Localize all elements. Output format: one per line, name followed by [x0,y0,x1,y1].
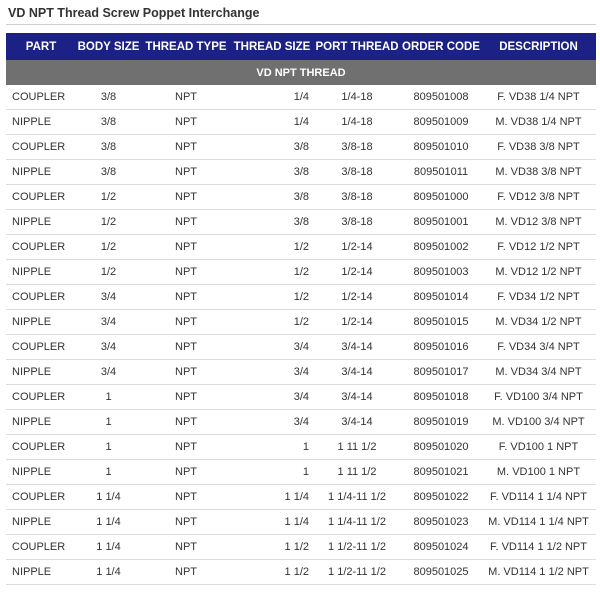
header-port-thread: PORT THREAD [313,33,401,60]
port-thread-cell: 3/8-18 [313,135,401,160]
port-thread-cell: 1 11 1/2 [313,460,401,485]
body-size-cell: 1 [76,410,141,435]
thread-size-cell: 3/8 [231,210,313,235]
order-code-cell: 809501002 [401,235,481,260]
thread-type-cell: NPT [141,535,231,560]
table-row [6,110,596,135]
part-cell: NIPPLE [6,210,76,235]
part-cell: COUPLER [6,435,76,460]
thread-size-cell: 1 1/2 [231,535,313,560]
body-size-cell: 1/2 [76,235,141,260]
port-thread-cell: 3/4-14 [313,385,401,410]
order-code-cell: 809501001 [401,210,481,235]
order-code-cell: 809501018 [401,385,481,410]
order-code-cell: 809501024 [401,535,481,560]
order-code-cell: 809501019 [401,410,481,435]
part-cell: COUPLER [6,385,76,410]
thread-type-cell: NPT [141,560,231,585]
thread-size-cell: 3/8 [231,185,313,210]
thread-type-cell: NPT [141,485,231,510]
table-row [6,435,596,460]
body-size-cell: 1 [76,435,141,460]
thread-type-cell: NPT [141,510,231,535]
thread-size-cell: 1 [231,460,313,485]
body-size-cell: 3/4 [76,360,141,385]
body-size-cell: 3/8 [76,160,141,185]
body-size-cell: 1/2 [76,260,141,285]
table-row [6,235,596,260]
header-thread-type: THREAD TYPE [141,33,231,60]
table-row [6,160,596,185]
part-cell: COUPLER [6,485,76,510]
body-size-cell: 1 1/4 [76,535,141,560]
part-cell: COUPLER [6,535,76,560]
table-row [6,135,596,160]
port-thread-cell: 1 1/2-11 1/2 [313,535,401,560]
order-code-cell: 809501025 [401,560,481,585]
description-cell: F. VD114 1 1/2 NPT [481,535,596,560]
part-cell: COUPLER [6,285,76,310]
thread-size-cell: 1 1/4 [231,485,313,510]
table-row [6,485,596,510]
header-description: DESCRIPTION [481,33,596,60]
thread-type-cell: NPT [141,460,231,485]
thread-size-cell: 3/4 [231,360,313,385]
table-row [6,260,596,285]
thread-type-cell: NPT [141,160,231,185]
order-code-cell: 809501020 [401,435,481,460]
description-cell: M. VD38 3/8 NPT [481,160,596,185]
port-thread-cell: 1 1/4-11 1/2 [313,485,401,510]
body-size-cell: 3/8 [76,110,141,135]
thread-size-cell: 1/2 [231,260,313,285]
table-row [6,185,596,210]
port-thread-cell: 1 1/2-11 1/2 [313,560,401,585]
order-code-cell: 809501022 [401,485,481,510]
port-thread-cell: 1/2-14 [313,260,401,285]
table-row [6,310,596,335]
order-code-cell: 809501003 [401,260,481,285]
body-size-cell: 1/2 [76,185,141,210]
port-thread-cell: 1/2-14 [313,310,401,335]
description-cell: M. VD34 1/2 NPT [481,310,596,335]
body-size-cell: 1 [76,385,141,410]
description-cell: M. VD38 1/4 NPT [481,110,596,135]
port-thread-cell: 3/8-18 [313,185,401,210]
thread-type-cell: NPT [141,285,231,310]
thread-type-cell: NPT [141,385,231,410]
thread-size-cell: 1 [231,435,313,460]
body-size-cell: 1 [76,460,141,485]
thread-type-cell: NPT [141,360,231,385]
body-size-cell: 1 1/4 [76,560,141,585]
thread-type-cell: NPT [141,335,231,360]
thread-type-cell: NPT [141,185,231,210]
table-row [6,335,596,360]
thread-type-cell: NPT [141,260,231,285]
port-thread-cell: 1 11 1/2 [313,435,401,460]
table-row [6,360,596,385]
description-cell: F. VD38 3/8 NPT [481,135,596,160]
part-cell: NIPPLE [6,110,76,135]
body-size-cell: 3/8 [76,135,141,160]
order-code-cell: 809501009 [401,110,481,135]
body-size-cell: 1 1/4 [76,485,141,510]
part-cell: NIPPLE [6,560,76,585]
port-thread-cell: 3/4-14 [313,410,401,435]
port-thread-cell: 3/4-14 [313,360,401,385]
table-row [6,285,596,310]
port-thread-cell: 3/4-14 [313,335,401,360]
description-cell: F. VD38 1/4 NPT [481,85,596,110]
order-code-cell: 809501021 [401,460,481,485]
description-cell: M. VD100 3/4 NPT [481,410,596,435]
order-code-cell: 809501000 [401,185,481,210]
thread-size-cell: 3/4 [231,385,313,410]
table-row [6,535,596,560]
header-thread-size: THREAD SIZE [231,33,313,60]
thread-size-cell: 1 1/2 [231,560,313,585]
description-cell: F. VD34 3/4 NPT [481,335,596,360]
header-order-code: ORDER CODE [401,33,481,60]
description-cell: F. VD12 3/8 NPT [481,185,596,210]
description-cell: F. VD34 1/2 NPT [481,285,596,310]
description-cell: M. VD114 1 1/2 NPT [481,560,596,585]
table-row [6,410,596,435]
thread-size-cell: 1 1/4 [231,510,313,535]
part-cell: NIPPLE [6,460,76,485]
thread-size-cell: 1/4 [231,85,313,110]
description-cell: F. VD114 1 1/4 NPT [481,485,596,510]
description-cell: F. VD12 1/2 NPT [481,235,596,260]
header-row [6,33,596,60]
port-thread-cell: 3/8-18 [313,160,401,185]
order-code-cell: 809501023 [401,510,481,535]
thread-type-cell: NPT [141,210,231,235]
body-size-cell: 3/4 [76,310,141,335]
table-row [6,560,596,585]
description-cell: M. VD12 3/8 NPT [481,210,596,235]
thread-size-cell: 3/8 [231,135,313,160]
port-thread-cell: 1 1/4-11 1/2 [313,510,401,535]
thread-size-cell: 1/4 [231,110,313,135]
description-cell: M. VD12 1/2 NPT [481,260,596,285]
order-code-cell: 809501011 [401,160,481,185]
part-cell: COUPLER [6,85,76,110]
description-cell: M. VD34 3/4 NPT [481,360,596,385]
page-title: VD NPT Thread Screw Poppet Interchange [8,6,260,20]
thread-size-cell: 3/8 [231,160,313,185]
body-size-cell: 1 1/4 [76,510,141,535]
description-cell: M. VD100 1 NPT [481,460,596,485]
thread-type-cell: NPT [141,435,231,460]
part-cell: NIPPLE [6,260,76,285]
thread-type-cell: NPT [141,135,231,160]
order-code-cell: 809501016 [401,335,481,360]
thread-type-cell: NPT [141,110,231,135]
table-row [6,85,596,110]
section-row [6,60,596,85]
thread-size-cell: 1/2 [231,310,313,335]
order-code-cell: 809501015 [401,310,481,335]
part-cell: NIPPLE [6,310,76,335]
table-row [6,510,596,535]
order-code-cell: 809501017 [401,360,481,385]
title-divider [6,24,596,25]
body-size-cell: 3/4 [76,335,141,360]
part-cell: COUPLER [6,335,76,360]
body-size-cell: 3/8 [76,85,141,110]
thread-type-cell: NPT [141,235,231,260]
part-cell: COUPLER [6,135,76,160]
order-code-cell: 809501008 [401,85,481,110]
section-label: VD NPT THREAD [6,60,596,85]
part-cell: NIPPLE [6,360,76,385]
part-cell: NIPPLE [6,160,76,185]
part-cell: NIPPLE [6,410,76,435]
header-part: PART [6,33,76,60]
port-thread-cell: 1/2-14 [313,285,401,310]
header-body-size: BODY SIZE [76,33,141,60]
port-thread-cell: 1/4-18 [313,110,401,135]
table-row [6,210,596,235]
port-thread-cell: 3/8-18 [313,210,401,235]
table-row [6,385,596,410]
part-cell: NIPPLE [6,510,76,535]
interchange-table [6,33,596,585]
thread-type-cell: NPT [141,85,231,110]
order-code-cell: 809501010 [401,135,481,160]
thread-size-cell: 1/2 [231,285,313,310]
part-cell: COUPLER [6,235,76,260]
order-code-cell: 809501014 [401,285,481,310]
description-cell: F. VD100 1 NPT [481,435,596,460]
table-row [6,460,596,485]
thread-size-cell: 3/4 [231,335,313,360]
body-size-cell: 1/2 [76,210,141,235]
thread-size-cell: 3/4 [231,410,313,435]
part-cell: COUPLER [6,185,76,210]
port-thread-cell: 1/2-14 [313,235,401,260]
description-cell: M. VD114 1 1/4 NPT [481,510,596,535]
port-thread-cell: 1/4-18 [313,85,401,110]
thread-size-cell: 1/2 [231,235,313,260]
body-size-cell: 3/4 [76,285,141,310]
thread-type-cell: NPT [141,310,231,335]
description-cell: F. VD100 3/4 NPT [481,385,596,410]
thread-type-cell: NPT [141,410,231,435]
